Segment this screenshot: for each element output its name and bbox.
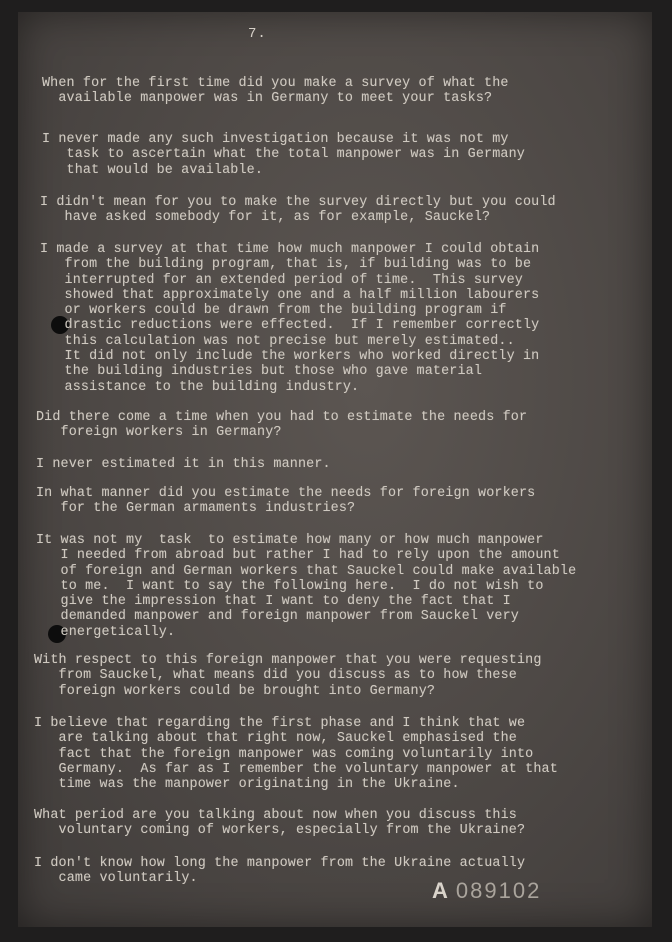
text-line: foreign workers could be brought into Germany? xyxy=(34,683,436,699)
text-line: available manpower was in Germany to meet your tasks? xyxy=(42,91,493,107)
transcript-question xyxy=(42,76,509,107)
transcript-question xyxy=(34,808,525,839)
archive-stamp xyxy=(432,878,541,904)
text-line: In what manner did you estimate the needs for foreign workers xyxy=(36,486,536,501)
text-line: demanded manpower and foreign manpower from Sauckel very xyxy=(36,609,519,625)
transcript-answer xyxy=(34,716,558,792)
text-line: came voluntarily. xyxy=(34,871,198,887)
text-line: I never made any such investigation because it was not my xyxy=(42,132,509,147)
text-line: that would be available. xyxy=(42,162,264,178)
stamp-number: 089102 xyxy=(455,878,542,903)
transcript-question xyxy=(36,410,527,441)
transcript-answer xyxy=(42,132,525,178)
text-line: I don't know how long the manpower from the Ukraine actually xyxy=(34,856,526,871)
text-line: I needed from abroad but rather I had to rely upon the amount xyxy=(36,548,560,564)
text-line: I never estimated it in this manner. xyxy=(36,457,331,472)
text-line: from Sauckel, what means did you discuss as to how these xyxy=(34,668,517,684)
document-page xyxy=(18,12,652,927)
text-line: interrupted for an extended period of time. This survey xyxy=(40,272,523,288)
text-line: task to ascertain what the total manpower was in Germany xyxy=(42,147,525,163)
page-number: 7. xyxy=(248,26,267,42)
text-line: It was not my task to estimate how many or how much manpower xyxy=(36,533,544,548)
text-line: the building industries but those who gave material xyxy=(40,364,483,380)
transcript-question xyxy=(36,486,535,517)
transcript-answer xyxy=(40,242,539,395)
transcript-question xyxy=(40,195,556,226)
text-line: voluntary coming of workers, especially from the Ukraine? xyxy=(34,823,526,839)
text-line: Did there come a time when you had to estimate the needs for xyxy=(36,410,528,425)
text-line: from the building program, that is, if building was to be xyxy=(40,257,532,273)
text-line: this calculation was not precise but merely estimated.. xyxy=(40,333,515,349)
text-line: I didn't mean for you to make the survey directly but you could xyxy=(40,195,556,210)
text-line: drastic reductions were effected. If I remember correctly xyxy=(40,318,540,334)
text-line: have asked somebody for it, as for example, Sauckel? xyxy=(40,210,491,226)
text-line: assistance to the building industry. xyxy=(40,379,360,395)
text-line: of foreign and German workers that Sauckel could make available xyxy=(36,563,577,579)
text-line: With respect to this foreign manpower that you were requesting xyxy=(34,653,542,668)
transcript-answer xyxy=(36,457,331,472)
transcript-answer xyxy=(36,533,576,640)
text-line: energetically. xyxy=(36,624,176,640)
text-line: It did not only include the workers who worked directly in xyxy=(40,349,540,365)
text-line: give the impression that I want to deny the fact that I xyxy=(36,594,511,610)
text-line: for the German armaments industries? xyxy=(36,501,356,517)
text-line: When for the first time did you make a survey of what the xyxy=(42,76,509,91)
text-line: showed that approximately one and a half million labourers xyxy=(40,287,540,303)
stamp-letter: A xyxy=(432,878,448,903)
text-line: time was the manpower originating in the Ukraine. xyxy=(34,777,460,793)
text-line: I made a survey at that time how much manpower I could obtain xyxy=(40,242,540,257)
text-line: What period are you talking about now when you discuss this xyxy=(34,808,517,823)
text-line: to me. I want to say the following here. I do not wish to xyxy=(36,578,544,594)
text-line: fact that the foreign manpower was coming voluntarily into xyxy=(34,746,534,762)
text-line: I believe that regarding the first phase and I think that we xyxy=(34,716,526,731)
text-line: are talking about that right now, Sauckel emphasised the xyxy=(34,731,517,747)
text-line: Germany. As far as I remember the voluntary manpower at that xyxy=(34,761,558,777)
text-line: or workers could be drawn from the building program if xyxy=(40,303,507,319)
text-line: foreign workers in Germany? xyxy=(36,425,282,441)
transcript-question xyxy=(34,653,542,699)
